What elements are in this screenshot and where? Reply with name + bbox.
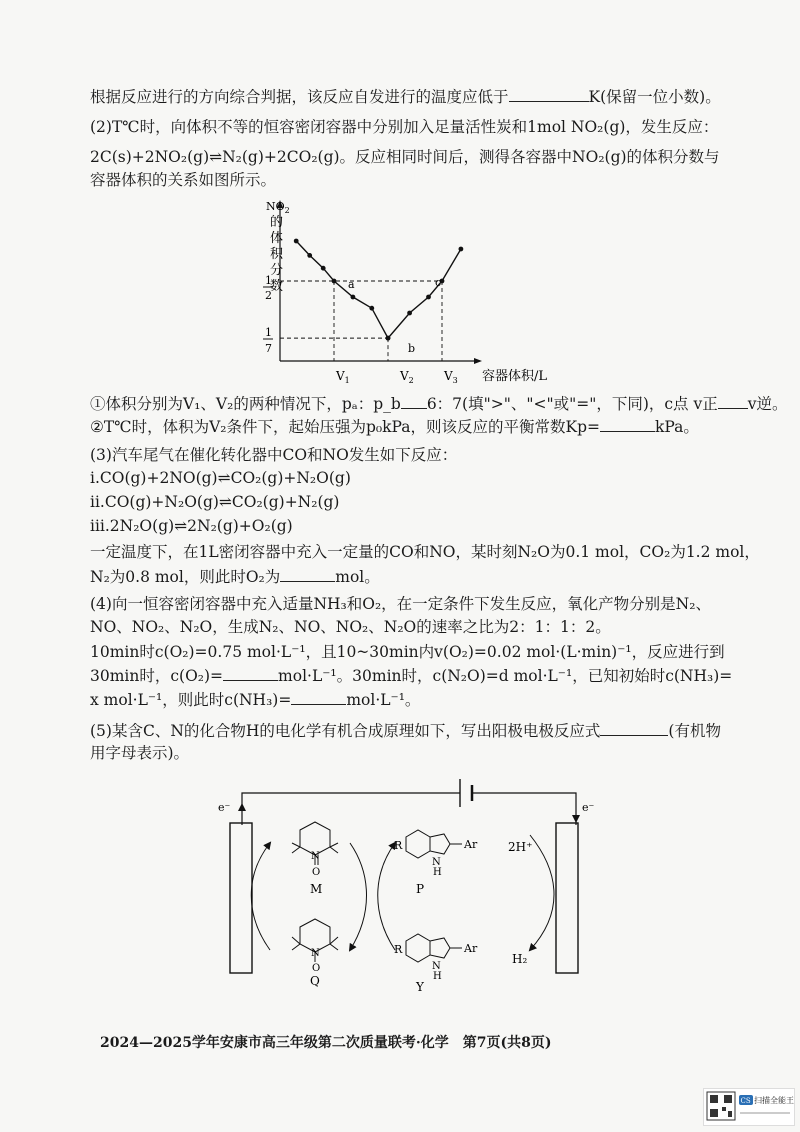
point-label-b: b (408, 342, 416, 355)
data-point-right-2 (426, 295, 431, 300)
data-point-right-0 (386, 336, 391, 341)
text-line-4d: 30min时，c(O₂)= mol·L⁻¹。30min时，c(N₂O)=d mol·L⁻¹，已知初始时c(NH₃)= (90, 667, 733, 685)
svg-text:O: O (312, 963, 321, 974)
svg-text:CS: CS (740, 1097, 751, 1105)
x-tick-v1: $V_1$ (336, 369, 350, 385)
chart-axes (277, 200, 482, 364)
svg-text:O: O (312, 867, 321, 878)
label-y: Y (416, 980, 424, 994)
point-label-a: a (348, 278, 355, 291)
text-line-3-q: N₂为0.8 mol，则此时O₂为 mol。 (90, 568, 380, 586)
svg-text:H: H (433, 867, 442, 878)
reaction-iii: ⅲ.2N₂O(g)⇌2N₂(g)+O₂(g) (90, 517, 293, 535)
y-axis-label-no2: $NO_2$ (266, 200, 290, 215)
svg-text:N: N (311, 948, 320, 959)
text-line-q2: ②T℃时，体积为V₂条件下，起始压强为p₀kPa，则该反应的平衡常数Kp= kPa。 (90, 418, 699, 436)
label-m: M (310, 882, 323, 896)
label-p: P (416, 882, 425, 896)
text-line-3: 2C(s)+2NO₂(g)⇌N₂(g)+2CO₂(g)。反应相同时间后，测得各容器中NO₂(g)的体积分数与 (90, 148, 720, 166)
data-point-left-0 (294, 239, 299, 244)
text-line-5b: 用字母表示)。 (90, 744, 190, 762)
svg-text:R: R (394, 943, 403, 956)
cathode-electrode (556, 823, 578, 973)
arrow-m-to-q (350, 843, 367, 950)
stamp-text: 扫描全能王 (754, 1096, 794, 1105)
electron-label-right: e⁻ (582, 801, 595, 814)
svg-text:分: 分 (270, 263, 284, 278)
svg-text:N: N (311, 851, 320, 862)
anode-electrode (230, 823, 252, 973)
electron-label-left: e⁻ (218, 801, 231, 814)
arrow-q-to-m (251, 843, 270, 950)
label-2h-plus: 2H⁺ (508, 840, 533, 854)
arrow-y-to-p (378, 843, 395, 950)
text-line-1: 根据反应进行的方向综合判据，该反应自发进行的温度应低于 K(保留一位小数)。 (90, 88, 721, 106)
x-tick-v2: $V_2$ (400, 369, 414, 385)
svg-text:数: 数 (270, 279, 284, 294)
arrow-h-to-h2 (530, 835, 554, 950)
data-point-left-4 (351, 295, 356, 300)
text-line-3-cond: 一定温度下，在1L密闭容器中充入一定量的CO和NO，某时刻N₂O为0.1 mol，CO₂为1.2 mol， (90, 543, 760, 561)
point-label-c: c (435, 276, 442, 289)
y-axis-label-chars: 的 (270, 215, 284, 230)
text-line-3-title: (3)汽车尾气在催化转化器中CO和NO发生如下反应： (90, 446, 458, 464)
svg-text:Ar: Ar (464, 942, 478, 955)
svg-text:积: 积 (270, 247, 284, 262)
series-line-right (388, 249, 461, 338)
data-point-left-1 (307, 253, 312, 258)
data-point-left-5 (369, 306, 374, 311)
text-line-q1: ①体积分别为V₁、V₂的两种情况下，pₐ：p_b 6：7(填">"、"<"或"="，下同)，c点 v正 v逆。 (90, 395, 788, 413)
reaction-ii: ⅱ.CO(g)+N₂O(g)⇌CO₂(g)+N₂(g) (90, 493, 340, 511)
x-axis-label: 容器体积/L (482, 369, 548, 384)
svg-text:N: N (432, 961, 441, 972)
x-tick-v3: $V_3$ (444, 369, 458, 385)
text-line-2: (2)T℃时，向体积不等的恒容密闭容器中分别加入足量活性炭和1mol NO₂(g)，发生反应： (90, 118, 719, 136)
y-tick-seventh (263, 326, 273, 355)
svg-text:1: 1 (265, 274, 272, 287)
reaction-i: ⅰ.CO(g)+2NO(g)⇌CO₂(g)+N₂O(g) (90, 469, 351, 487)
text-line-4: 容器体积的关系如图所示。 (90, 171, 277, 189)
page-footer: 2024—2025学年安康市高三年级第二次质量联考·化学 第7页(共8页) (100, 1035, 552, 1051)
no2-volume-fraction-chart (250, 196, 570, 388)
text-line-4b: NO、NO₂、N₂O，生成N₂、NO、NO₂、N₂O的速率之比为2：1：1：2。 (90, 618, 611, 636)
svg-text:R: R (394, 839, 403, 852)
molecule-y (406, 934, 462, 962)
label-q: Q (310, 974, 320, 988)
text-line-4-title: (4)向一恒容密闭容器中充入适量NH₃和O₂，在一定条件下发生反应，氧化产物分别是N₂、 (90, 595, 711, 613)
svg-text:2: 2 (265, 289, 272, 302)
svg-text:7: 7 (265, 342, 272, 355)
svg-text:H: H (433, 971, 442, 982)
svg-text:1: 1 (265, 326, 272, 339)
data-point-left-3 (332, 279, 337, 284)
circuit-wire (242, 793, 576, 825)
text-line-4e: x mol·L⁻¹，则此时c(NH₃)= mol·L⁻¹。 (90, 691, 421, 709)
molecule-p (406, 830, 462, 858)
svg-text:体: 体 (270, 231, 284, 246)
data-point-right-4 (459, 247, 464, 252)
label-h2: H₂ (512, 952, 528, 966)
text-line-4c: 10min时c(O₂)=0.75 mol·L⁻¹，且10~30min内v(O₂)=0.02 mol·(L·min)⁻¹，反应进行到 (90, 643, 725, 661)
data-point-left-2 (321, 266, 326, 271)
electrochemical-diagram (200, 765, 600, 994)
svg-text:Ar: Ar (464, 838, 478, 851)
text-line-5: (5)某含C、N的化合物H的电化学有机合成原理如下，写出阳极电极反应式 (有机物 (90, 722, 721, 740)
svg-text:N: N (432, 857, 441, 868)
data-point-right-1 (407, 311, 412, 316)
scanner-stamp (703, 1088, 795, 1126)
